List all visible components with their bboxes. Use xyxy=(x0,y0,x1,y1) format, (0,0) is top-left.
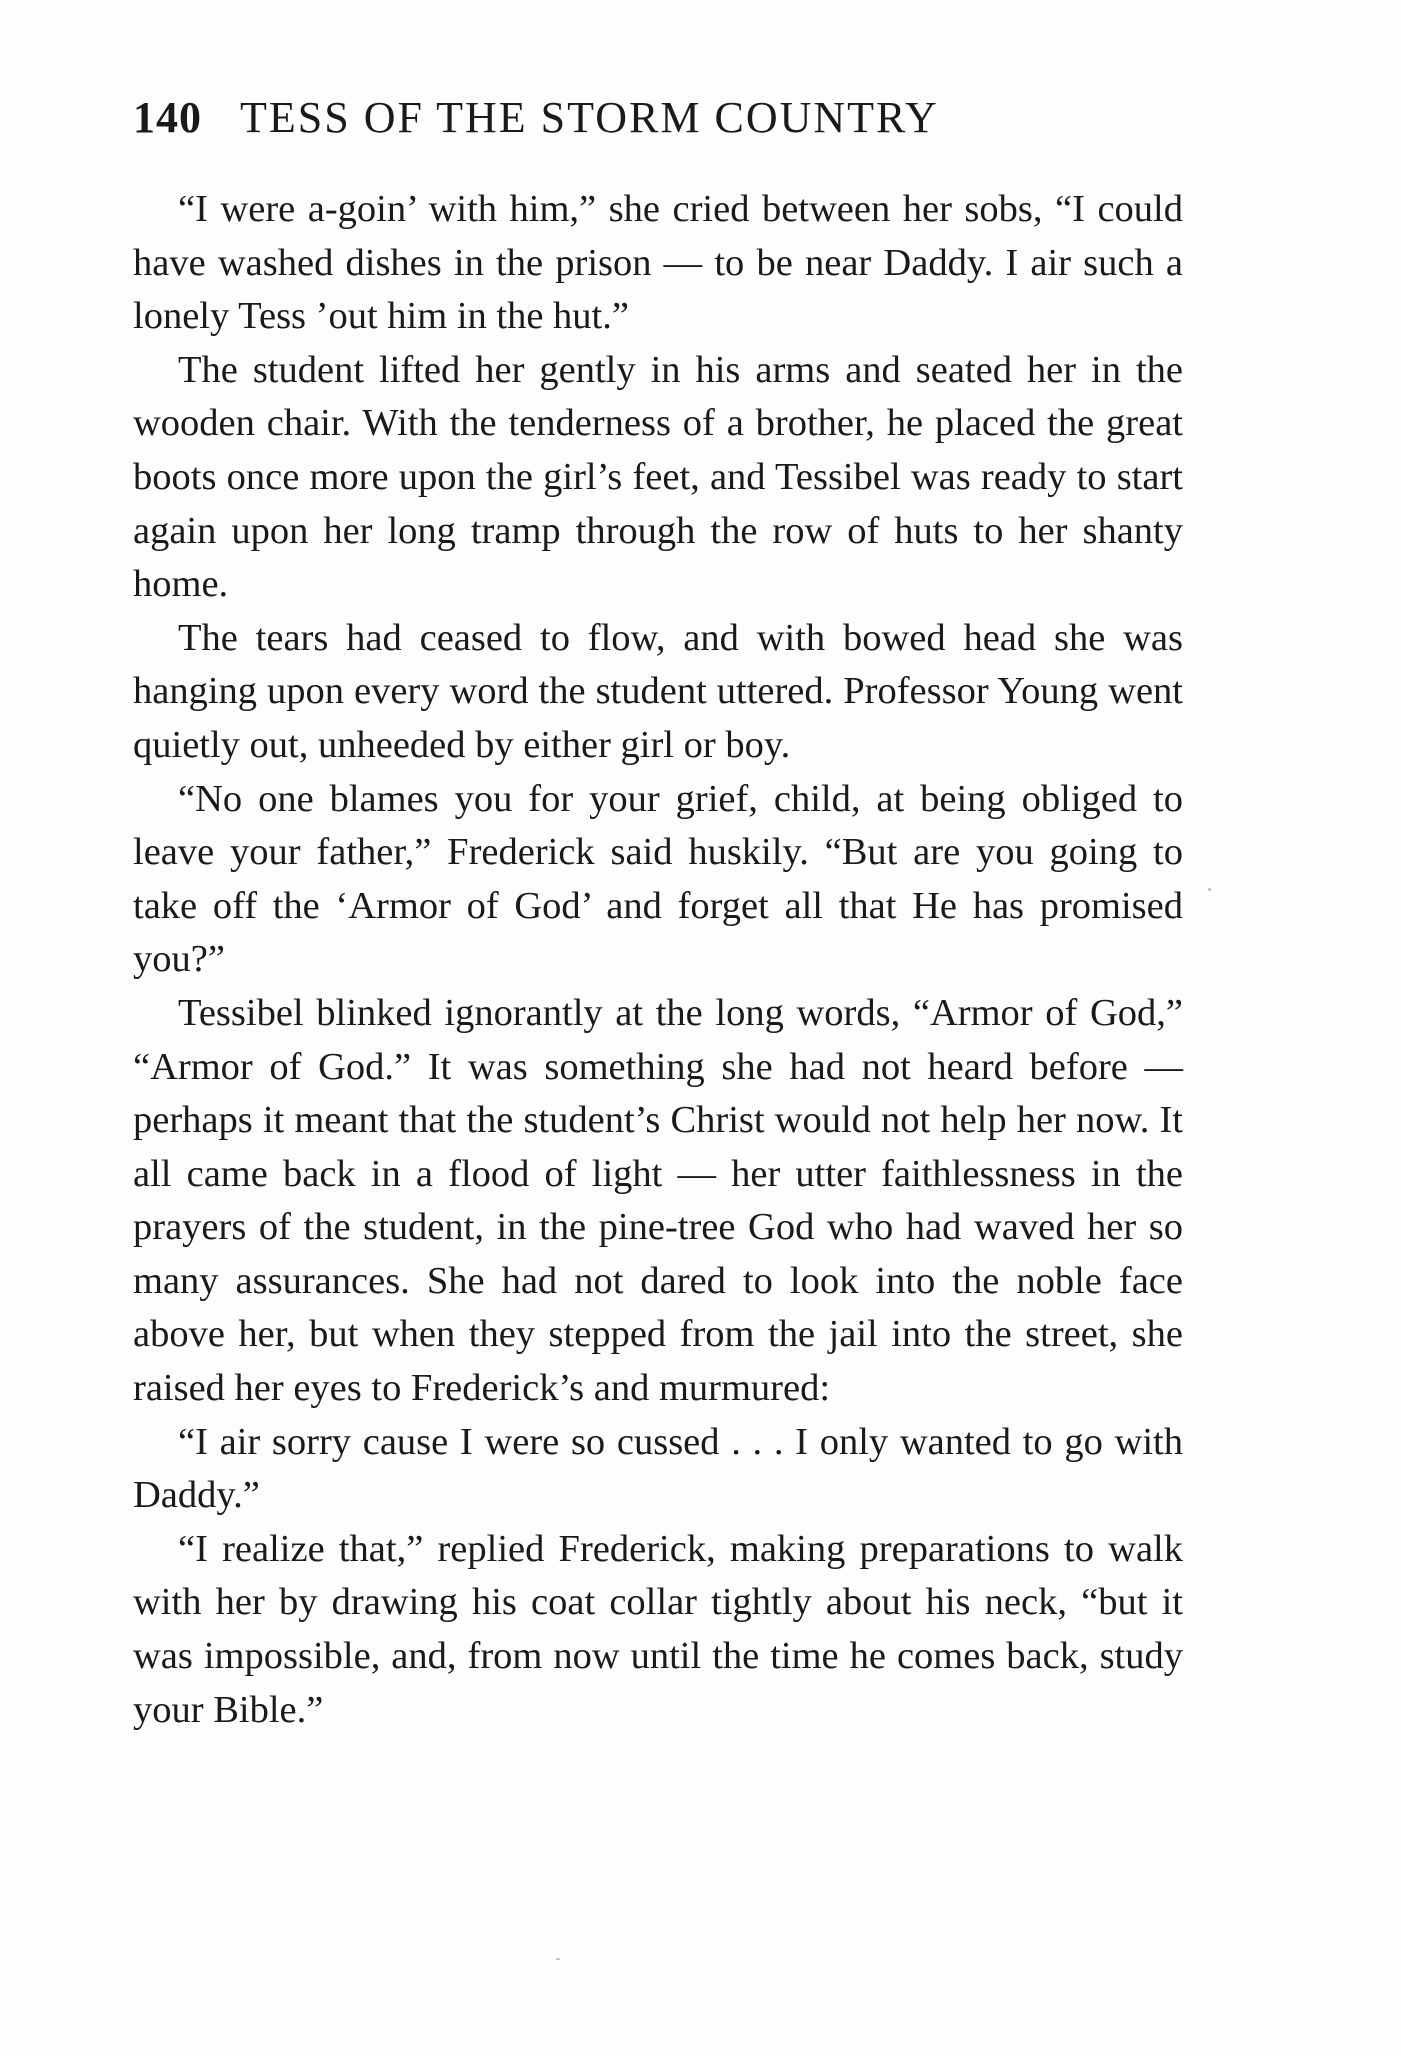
running-head xyxy=(133,92,1183,152)
body-text xyxy=(133,183,1183,1737)
paragraph-2: The student lifted her gently in his arms and seated her in the wooden chair. With the tenderness of a brother, he placed the great boots once more upon the girl’s feet, and Tessibel was ready to start again upon her long tramp through the row of huts to her shanty home. xyxy=(133,348,1183,606)
paper-speck xyxy=(1208,888,1211,891)
paragraph-1: “I were a-goin’ with him,” she cried between her sobs, “I could have washed dishes in the prison — to be near Daddy. I air such a lonely Tess ’out him in the hut.” xyxy=(133,188,1183,338)
paragraph-5: Tessibel blinked ignorantly at the long words, “Armor of God,” “Armor of God.” It was something she had not heard before — perhaps it meant that the student’s Christ would not help her now. It all came back in a flood of light — her utter faithlessness in the prayers of the student, in the pine-tree God who had waved her so many assurances. She had not dared to look into the noble face above her, but when they stepped from the jail into the street, she raised her eyes to Frederick’s and murmured: xyxy=(133,991,1183,1410)
paragraph-3: The tears had ceased to flow, and with bowed head she was hanging upon every word the student uttered. Professor Young went quietly out, unheeded by either girl or boy. xyxy=(133,616,1183,766)
page-number: 140 xyxy=(133,93,202,142)
paragraph-7: “I realize that,” replied Frederick, making preparations to walk with her by drawing his coat collar tightly about his neck, “but it was impossible, and, from now until the time he comes back, study your Bible.” xyxy=(133,1527,1183,1731)
paper-speck xyxy=(556,1958,560,1960)
paragraph-4: “No one blames you for your grief, child, at being obliged to leave your father,” Frederick said huskily. “But are you going to take off the ‘Armor of God’ and forget all that He has promised you?” xyxy=(133,777,1183,981)
running-title: TESS OF THE STORM COUNTRY xyxy=(240,93,939,142)
paragraph-6: “I air sorry cause I were so cussed . . . I only wanted to go with Daddy.” xyxy=(133,1420,1183,1517)
